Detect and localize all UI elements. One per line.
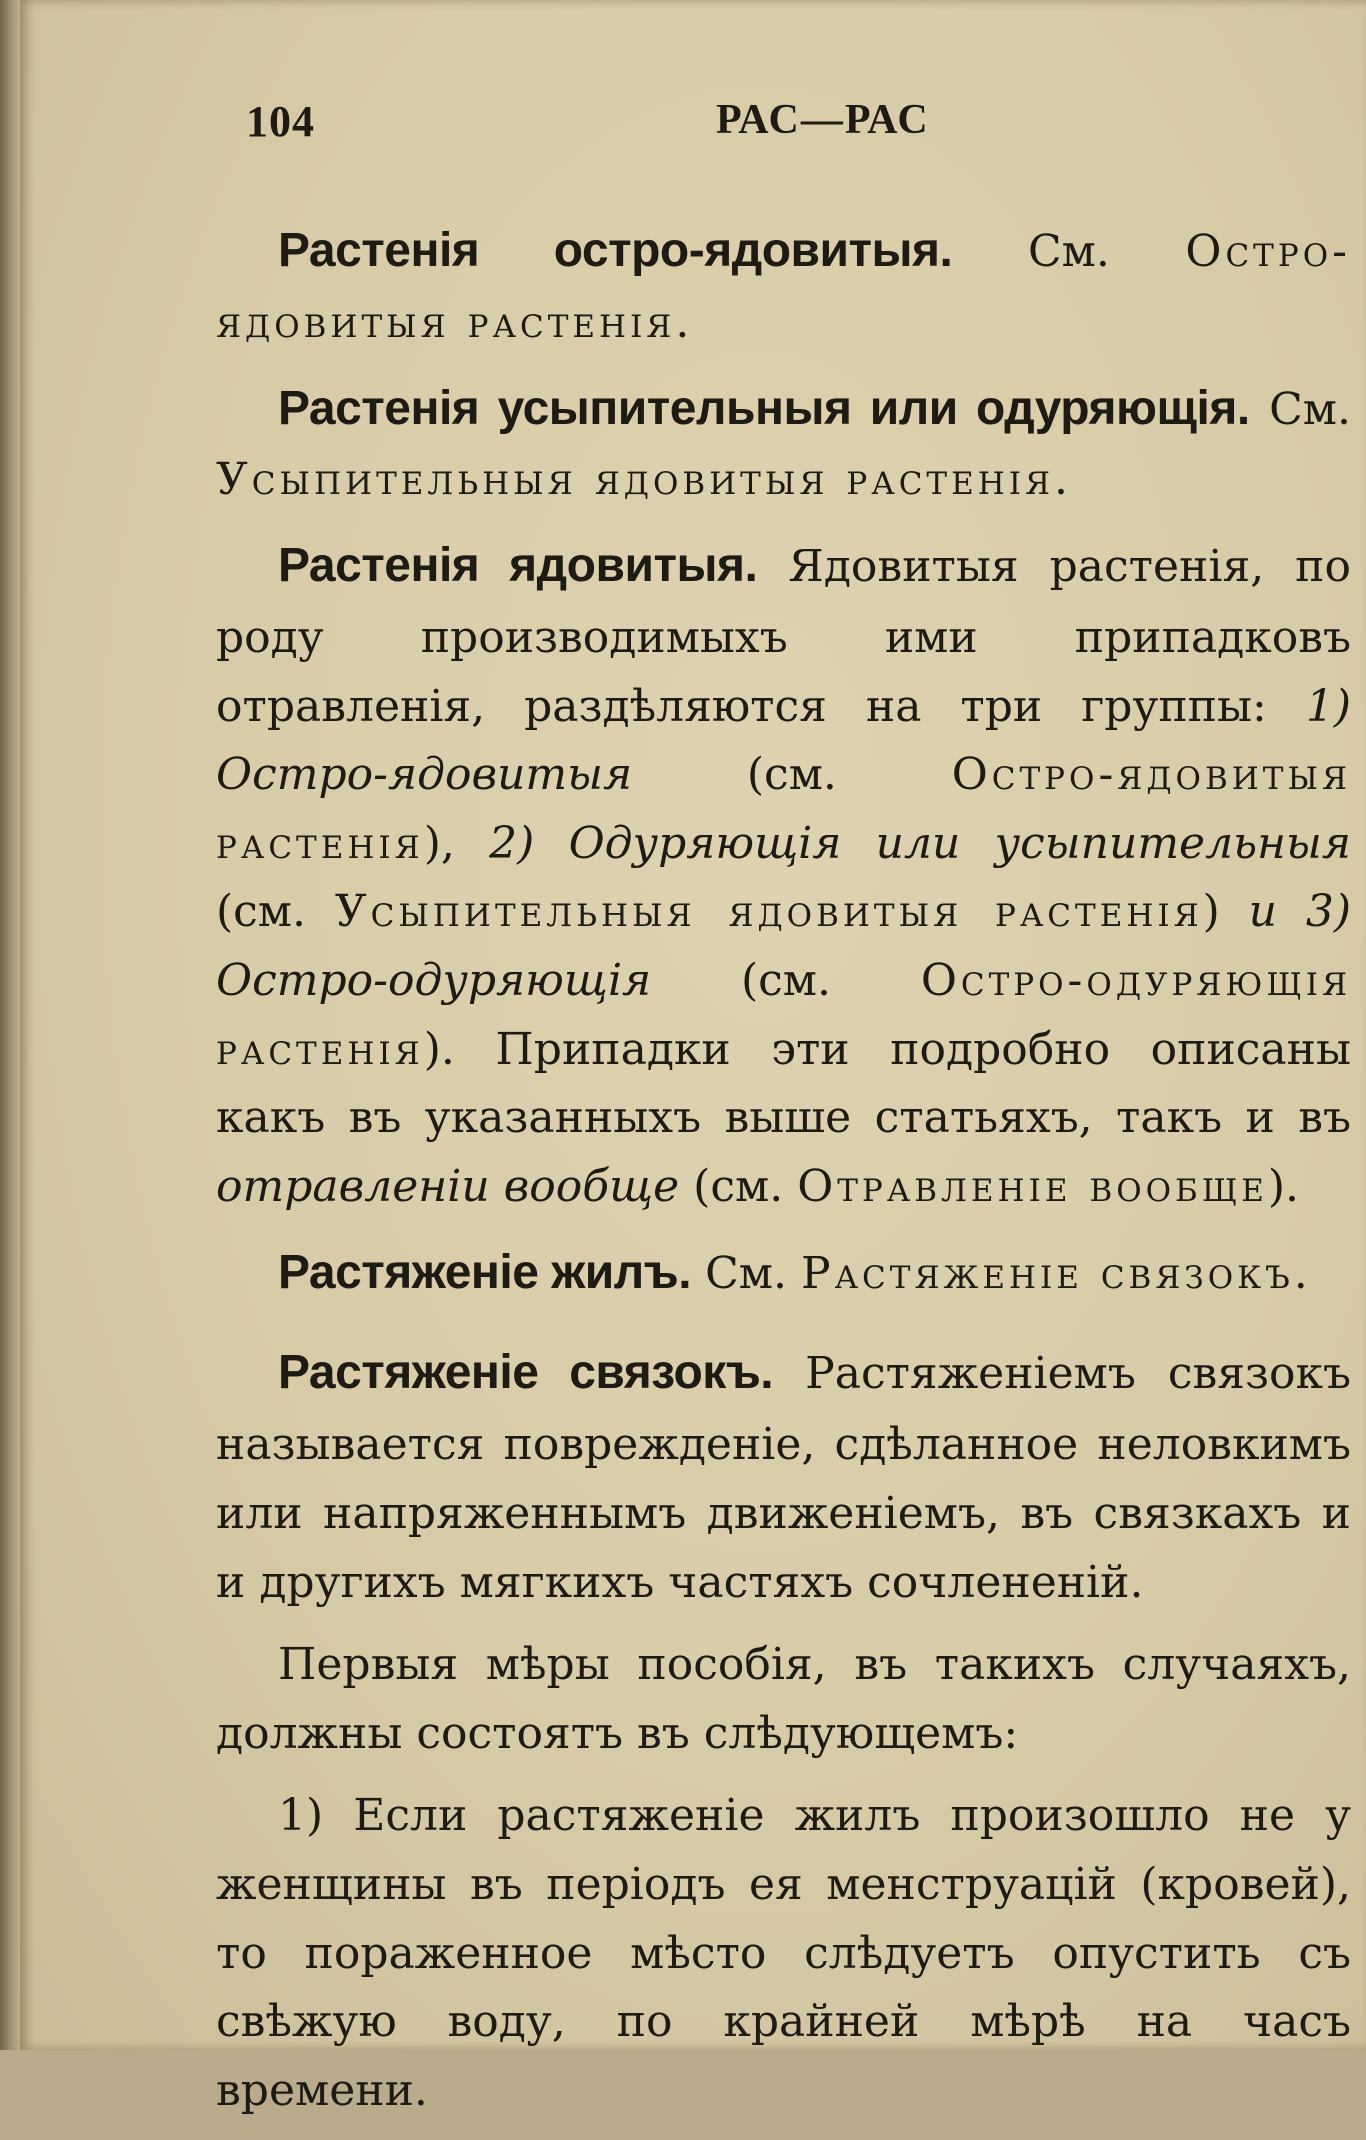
entry-body: Растяженіемъ связокъ называется поврежденіе, сдѣланное неловкимъ или напряженнымъ движеніемъ, въ связкахъ и и другихъ мягкихъ частяхъ сочлененій. <box>216 1348 1351 1608</box>
running-head <box>216 96 1351 214</box>
entry-headword: Растенія ядовитыя. <box>278 539 758 592</box>
entry-headword: Растенія усыпительныя или одуряющія. <box>278 381 1250 435</box>
running-title: РАС—РАС <box>716 97 930 143</box>
entry-text: ). <box>1267 1160 1299 1212</box>
entry-italic-term: 2) Одуряющія или усыпительныя <box>489 817 1352 869</box>
entry-text: Ядовитыя растенія, по роду производимыхъ ими припадковъ отравленія, раздѣляются на три группы: <box>216 541 1351 732</box>
entry-rastyazhenie-zhil <box>216 1236 1351 1311</box>
page-number: 104 <box>246 97 315 146</box>
entry-text: ). Припадки эти подробно описаны какъ въ указанныхъ выше статьяхъ, такъ и въ <box>216 1023 1351 1144</box>
entry-ref-target: Остро-ядовитыя растенія. <box>216 226 1351 348</box>
entry-rasteniya-usypitelnye <box>216 372 1351 516</box>
entry-text: (см. <box>679 1160 798 1212</box>
book-page <box>20 0 1366 2116</box>
entry-text: (см. <box>216 886 335 938</box>
entry-italic-term: отравленіи вообще <box>216 1160 680 1212</box>
entry-italic-term: 1) Остро-ядовитыя <box>216 680 1351 801</box>
entry-headword: Растяженіе связокъ. <box>278 1346 774 1400</box>
entry-rasteniya-yadovitye <box>216 529 1351 1222</box>
entry-ref-prefix: См. <box>1269 383 1351 435</box>
entry-ref-target: Растяженіе связокъ. <box>800 1247 1312 1299</box>
entry-cross-ref: Остро-одуряющія растенія <box>216 955 1351 1075</box>
entry-cross-ref: Усыпительныя ядовитыя растенія <box>334 886 1203 938</box>
entry-text: ), <box>423 817 490 869</box>
entry-headword: Растенія остро-ядовитыя. <box>278 224 953 277</box>
paragraph-first-aid-step-1: 1) Если растяженіе жилъ произошло не у женщины въ періодъ ея менструацій (кровей), то пораженное мѣсто слѣдуетъ опустить съ свѣжую воду, по крайней мѣрѣ на часъ времени. <box>216 1790 1351 2116</box>
entry-text: ) <box>1202 886 1249 938</box>
entry-ref-prefix: См. <box>1027 226 1186 277</box>
entry-cross-ref: Остро-ядовитыя растенія <box>216 749 1351 869</box>
paragraph-first-aid-intro: Первыя мѣры пособія, въ такихъ случаяхъ, должны состоятъ въ слѣдующемъ: <box>216 1639 1351 1759</box>
text-block <box>216 0 1351 2140</box>
entry-text: (см. <box>651 955 921 1006</box>
entry-cross-ref: Отравленіе вообще <box>797 1160 1268 1212</box>
entry-text: (см. <box>632 749 952 801</box>
entry-rasteniya-ostro-yadovitye <box>216 214 1351 358</box>
entry-headword: Растяженіе жилъ. <box>278 1245 692 1299</box>
book-gutter <box>0 0 20 2050</box>
entry-rastyazhenie-svyazok <box>216 1336 1351 1617</box>
entry-ref-target: Усыпительныя ядовитыя растенія. <box>216 454 1073 506</box>
entry-italic-term: и 3) Остро-одуряющія <box>216 886 1351 1006</box>
entry-ref-prefix: См. <box>691 1247 801 1299</box>
